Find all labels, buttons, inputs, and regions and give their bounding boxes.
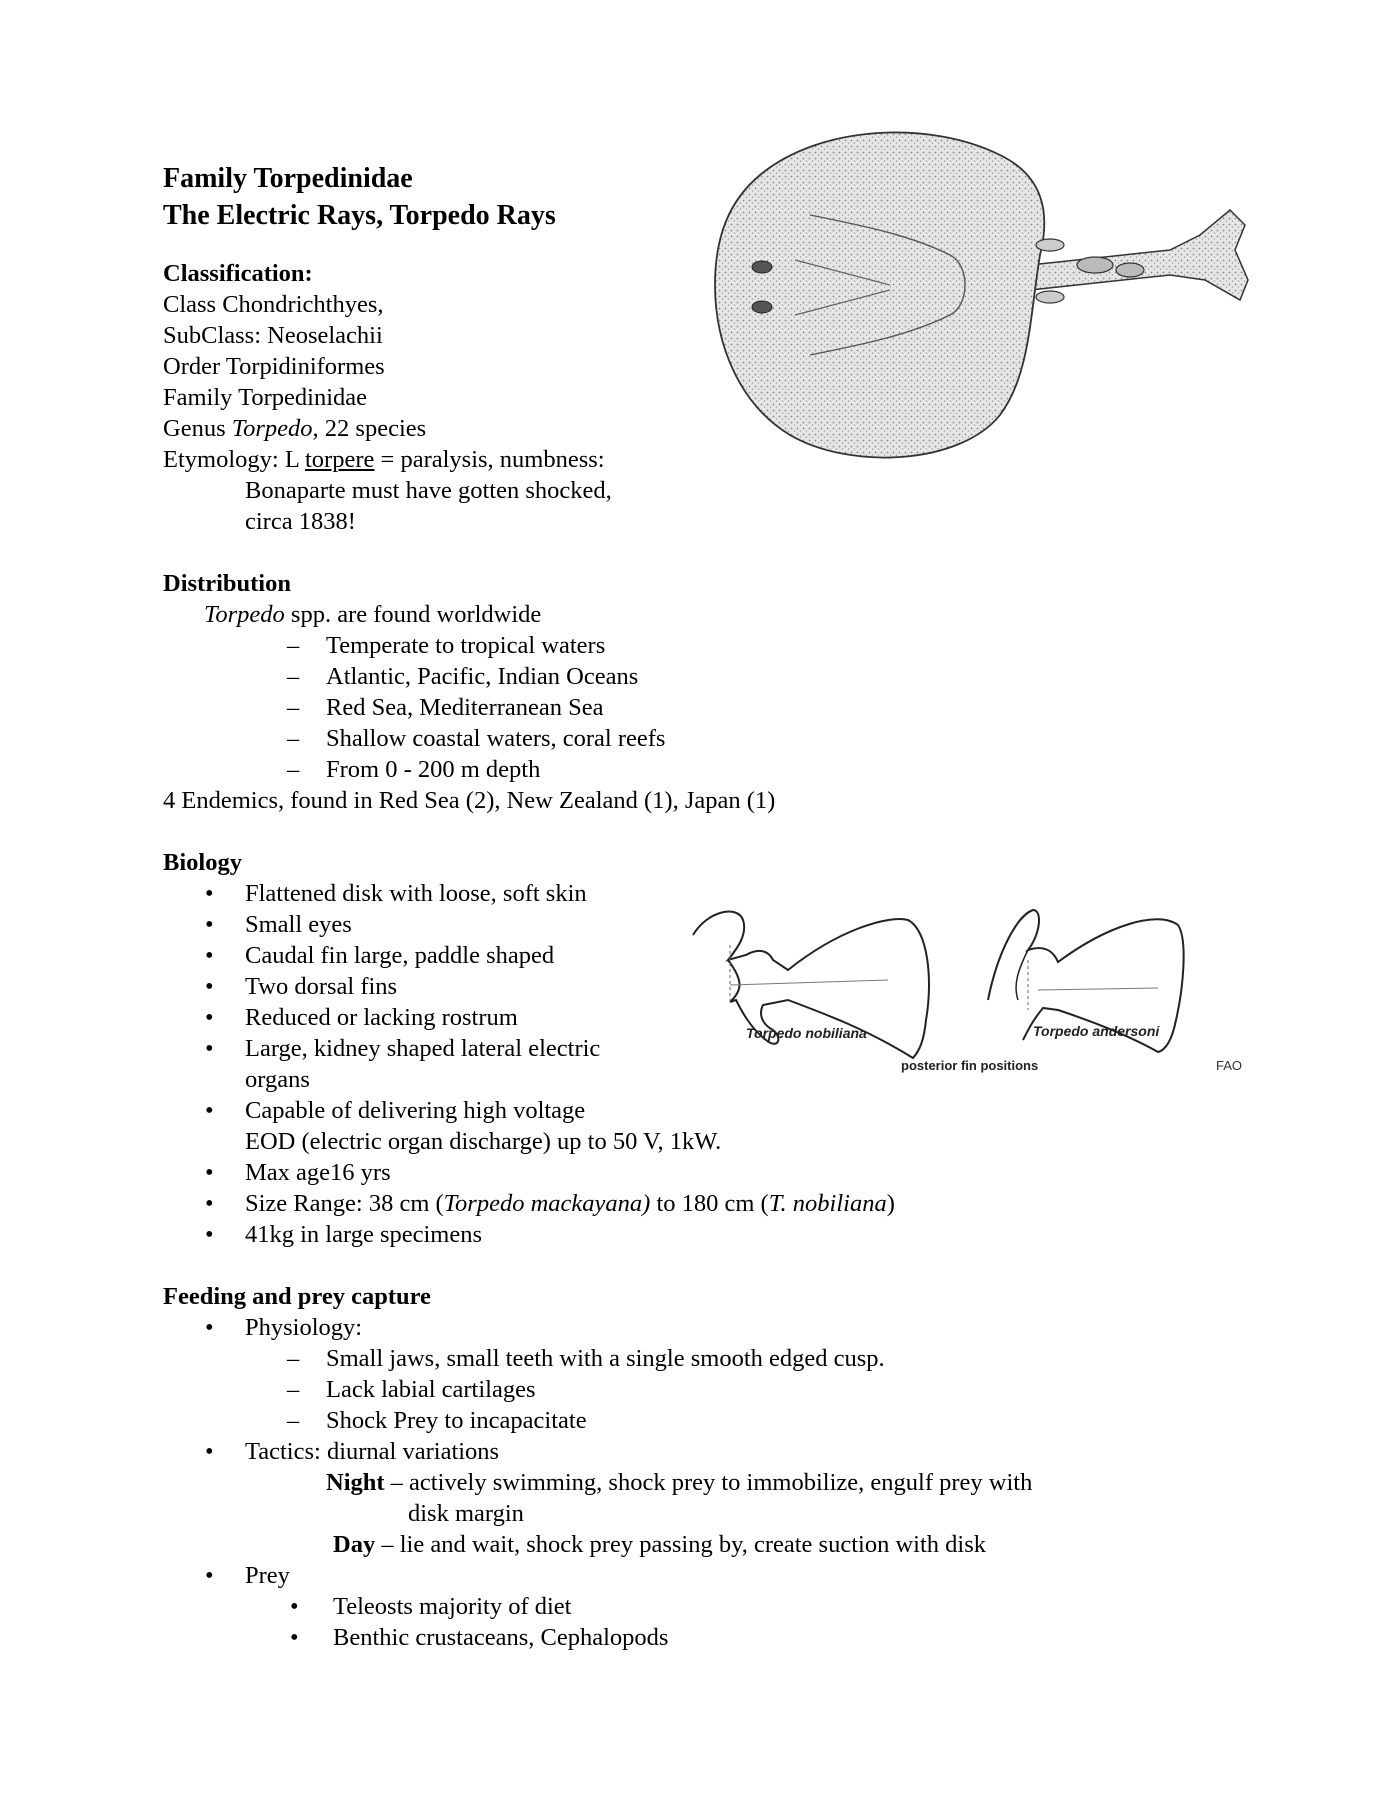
classification-heading: Classification: bbox=[163, 260, 313, 287]
biology-item: • Capable of delivering high voltage bbox=[205, 1097, 586, 1124]
document-body bbox=[163, 160, 1263, 1653]
etymology-line-3: circa 1838! bbox=[245, 508, 356, 535]
feeding-heading: Feeding and prey capture bbox=[163, 1283, 431, 1310]
biology-item: • Size Range: 38 cm (Torpedo mackayana) to 180 cm (T. nobiliana) bbox=[205, 1190, 895, 1217]
caption-torpedo-nobiliana: Torpedo nobiliana bbox=[746, 1025, 867, 1041]
feeding-item: • Tactics: diurnal variations bbox=[205, 1438, 500, 1465]
classification-order: Order Torpidiniformes bbox=[163, 353, 385, 380]
distribution-heading: Distribution bbox=[163, 570, 291, 597]
classification-subclass: SubClass: Neoselachii bbox=[163, 322, 383, 349]
distribution-item: – Red Sea, Mediterranean Sea bbox=[287, 694, 604, 721]
distribution-item: – Shallow coastal waters, coral reefs bbox=[287, 725, 666, 752]
page-title: Family Torpedinidae bbox=[163, 163, 413, 194]
biology-item: • Large, kidney shaped lateral electric bbox=[205, 1035, 601, 1062]
biology-item: • 41kg in large specimens bbox=[205, 1221, 483, 1248]
biology-item-continuation: organs bbox=[245, 1066, 310, 1093]
classification-etymology: Etymology: L torpere = paralysis, numbness: bbox=[163, 446, 605, 473]
prey-item: • Benthic crustaceans, Cephalopods bbox=[290, 1624, 669, 1651]
distribution-endemics: 4 Endemics, found in Red Sea (2), New Zealand (1), Japan (1) bbox=[163, 787, 776, 814]
biology-item: • Small eyes bbox=[205, 911, 352, 938]
biology-item: • Reduced or lacking rostrum bbox=[205, 1004, 518, 1031]
distribution-intro: Torpedo spp. are found worldwide bbox=[204, 601, 542, 628]
distribution-item: – Atlantic, Pacific, Indian Oceans bbox=[287, 663, 639, 690]
classification-genus: Genus Torpedo, 22 species bbox=[163, 415, 427, 442]
biology-item-continuation: EOD (electric organ discharge) up to 50 V, 1kW. bbox=[245, 1128, 722, 1155]
figure-source-label: FAO bbox=[1216, 1058, 1243, 1073]
physiology-item: – Lack labial cartilages bbox=[287, 1376, 536, 1403]
tactics-night: Night – actively swimming, shock prey to immobilize, engulf prey with bbox=[326, 1469, 1033, 1496]
tactics-day: Day – lie and wait, shock prey passing by, create suction with disk bbox=[333, 1531, 986, 1558]
biology-item: • Two dorsal fins bbox=[205, 973, 398, 1000]
caption-posterior-fin-positions: posterior fin positions bbox=[901, 1058, 1039, 1073]
classification-family: Family Torpedinidae bbox=[163, 384, 368, 411]
distribution-item: – From 0 - 200 m depth bbox=[287, 756, 541, 783]
biology-item: • Max age16 yrs bbox=[205, 1159, 391, 1186]
physiology-item: – Small jaws, small teeth with a single smooth edged cusp. bbox=[287, 1345, 885, 1372]
feeding-item: • Physiology: bbox=[205, 1314, 363, 1341]
biology-heading: Biology bbox=[163, 849, 242, 876]
distribution-item: – Temperate to tropical waters bbox=[287, 632, 606, 659]
biology-item: • Flattened disk with loose, soft skin bbox=[205, 880, 587, 907]
caption-torpedo-andersoni: Torpedo andersoni bbox=[1033, 1023, 1160, 1039]
feeding-item: • Prey bbox=[205, 1562, 290, 1589]
etymology-line-2: Bonaparte must have gotten shocked, bbox=[245, 477, 612, 504]
tactics-night-continuation: disk margin bbox=[408, 1500, 524, 1527]
biology-item: • Caudal fin large, paddle shaped bbox=[205, 942, 555, 969]
page-subtitle: The Electric Rays, Torpedo Rays bbox=[163, 200, 556, 231]
prey-item: • Teleosts majority of diet bbox=[290, 1593, 572, 1620]
classification-class: Class Chondrichthyes, bbox=[163, 291, 384, 318]
physiology-item: – Shock Prey to incapacitate bbox=[287, 1407, 587, 1434]
